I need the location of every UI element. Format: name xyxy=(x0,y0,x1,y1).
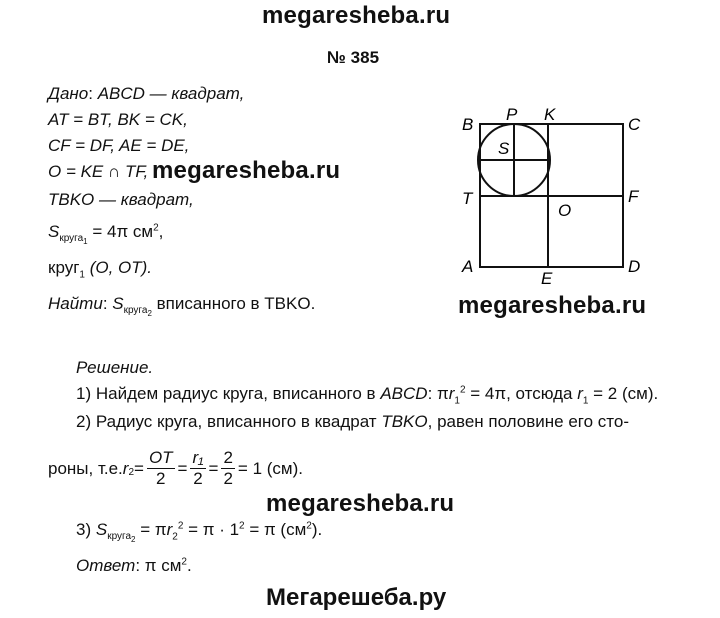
r2-index: 2 xyxy=(128,467,134,478)
label-B: B xyxy=(462,115,474,134)
fraction-1-numerator: OT xyxy=(148,448,173,467)
given-line-2: AT = BT, BK = CK, xyxy=(48,110,188,129)
circle-center-radius: (O, OT). xyxy=(84,258,153,277)
find-line: Найти: $S_{круга_2}$ вписанного в TBKO. xyxy=(48,294,316,319)
step3-area-subscript-index: 2 xyxy=(131,535,136,545)
answer-line xyxy=(76,556,192,576)
step1-r-result-index: 1 xyxy=(582,395,589,407)
step1-colon-pi: : π xyxy=(427,384,449,403)
find-area-subscript: круга xyxy=(123,305,148,317)
watermark-1: megaresheba.ru xyxy=(152,157,341,184)
step1-equals: = 4π, отсюда xyxy=(465,384,578,403)
fraction-ot-2 xyxy=(147,448,175,489)
given-line-7 xyxy=(48,258,152,280)
answer-label: Ответ xyxy=(76,556,136,575)
answer-value: : π см xyxy=(135,556,182,575)
step3-area-symbol: S xyxy=(95,520,108,539)
site-header: megaresheba.ru xyxy=(262,2,451,29)
circle-index: 1 xyxy=(79,269,85,281)
step1-r: r xyxy=(448,384,455,403)
fraction-3-denominator: 2 xyxy=(223,469,233,488)
step3-r: r xyxy=(166,520,173,539)
solution-title: Решение. xyxy=(76,358,154,377)
r2-result: = 1 (см). xyxy=(237,458,303,478)
find-area-subscript-index: 2 xyxy=(147,309,152,319)
fraction-3-numerator: 2 xyxy=(223,448,233,467)
area-symbol: S xyxy=(48,222,60,241)
given-line-4: O = KE ∩ TF, xyxy=(48,162,149,181)
area-comma: , xyxy=(158,222,164,241)
answer-unit-power: 2 xyxy=(181,556,187,568)
label-K: K xyxy=(544,105,556,124)
step2-text: 2) Радиус круга, вписанного в квадрат xyxy=(76,412,382,431)
step1-text: 1) Найдем радиус круга, вписанного в xyxy=(76,384,381,403)
given-label: Дано xyxy=(48,84,89,103)
label-P: P xyxy=(506,105,518,124)
step1-r-index: 1 xyxy=(454,395,460,407)
fraction-1-denominator: 2 xyxy=(156,469,166,488)
answer-end: . xyxy=(186,556,192,575)
step3-result: = π (см xyxy=(244,520,307,539)
label-D: D xyxy=(628,257,641,276)
label-O: O xyxy=(558,201,572,220)
step1-r-result: r xyxy=(577,384,583,403)
watermark-2: megaresheba.ru xyxy=(458,292,647,319)
problem-number: № 385 xyxy=(327,48,380,67)
watermark-3: megaresheba.ru xyxy=(266,490,455,517)
label-E: E xyxy=(541,269,553,285)
find-area-symbol: S xyxy=(112,294,124,313)
area-value: = 4π см xyxy=(87,222,154,241)
label-A: A xyxy=(462,257,474,276)
square-figure xyxy=(440,100,650,285)
step3-r-index: 2 xyxy=(172,531,178,543)
fraction-2-numerator: r₁ xyxy=(192,448,204,467)
solution-step-3 xyxy=(76,520,322,544)
step1-result: = 2 (см). xyxy=(588,384,659,403)
label-S: S xyxy=(498,139,510,158)
given-line-3: CF = DF, AE = DE, xyxy=(48,136,190,155)
find-rest: вписанного в TBKO. xyxy=(151,294,316,313)
step3-pi-one: = π · 1 xyxy=(183,520,240,539)
step2-cont-text: роны, т.е. xyxy=(48,458,123,478)
given-line-5: TBKO — квадрат, xyxy=(48,190,194,209)
label-C: C xyxy=(628,115,641,134)
equals-1: = xyxy=(134,458,144,478)
step1-r-power: 2 xyxy=(459,384,466,396)
step3-area-subscript: круга xyxy=(107,531,132,543)
r2-symbol: r xyxy=(122,458,129,478)
step2-rest: , равен половине его сто- xyxy=(427,412,630,431)
find-label: Найти xyxy=(48,294,103,313)
circle-word: круг xyxy=(48,258,80,277)
step2-square: TBKO xyxy=(381,412,428,431)
step3-r-power: 2 xyxy=(177,520,184,532)
step3-end: ). xyxy=(311,520,323,539)
given-square: ABCD — квадрат, xyxy=(97,84,245,103)
fraction-2-2 xyxy=(221,448,234,489)
step3-unit-power: 2 xyxy=(306,520,312,532)
solution-step-2 xyxy=(76,412,629,432)
step1-square: ABCD xyxy=(380,384,428,403)
area-subscript: круга xyxy=(59,233,84,245)
fraction-2-denominator: 2 xyxy=(193,469,203,488)
area-subscript-index: 1 xyxy=(83,237,88,247)
solution-step-1 xyxy=(76,384,658,406)
step3-number: 3) xyxy=(76,520,96,539)
label-F: F xyxy=(628,187,639,206)
label-T: T xyxy=(462,189,473,208)
fraction-r1-2 xyxy=(190,448,205,489)
area-unit-power: 2 xyxy=(153,222,159,234)
given-line-1: Дано: ABCD — квадрат, xyxy=(48,84,245,103)
given-line-6 xyxy=(48,222,163,246)
site-footer: Мегарешеба.ру xyxy=(266,584,447,611)
step3-one-power: 2 xyxy=(239,520,245,532)
solution-step-2-cont: роны, т.е. r $_2$ = $\frac{OT}{2}$ = $\frac{\text{r₁}}{2}$ = $\frac{2}{2}$ = 1 (см). xyxy=(48,448,303,488)
step3-pi: = π xyxy=(135,520,167,539)
